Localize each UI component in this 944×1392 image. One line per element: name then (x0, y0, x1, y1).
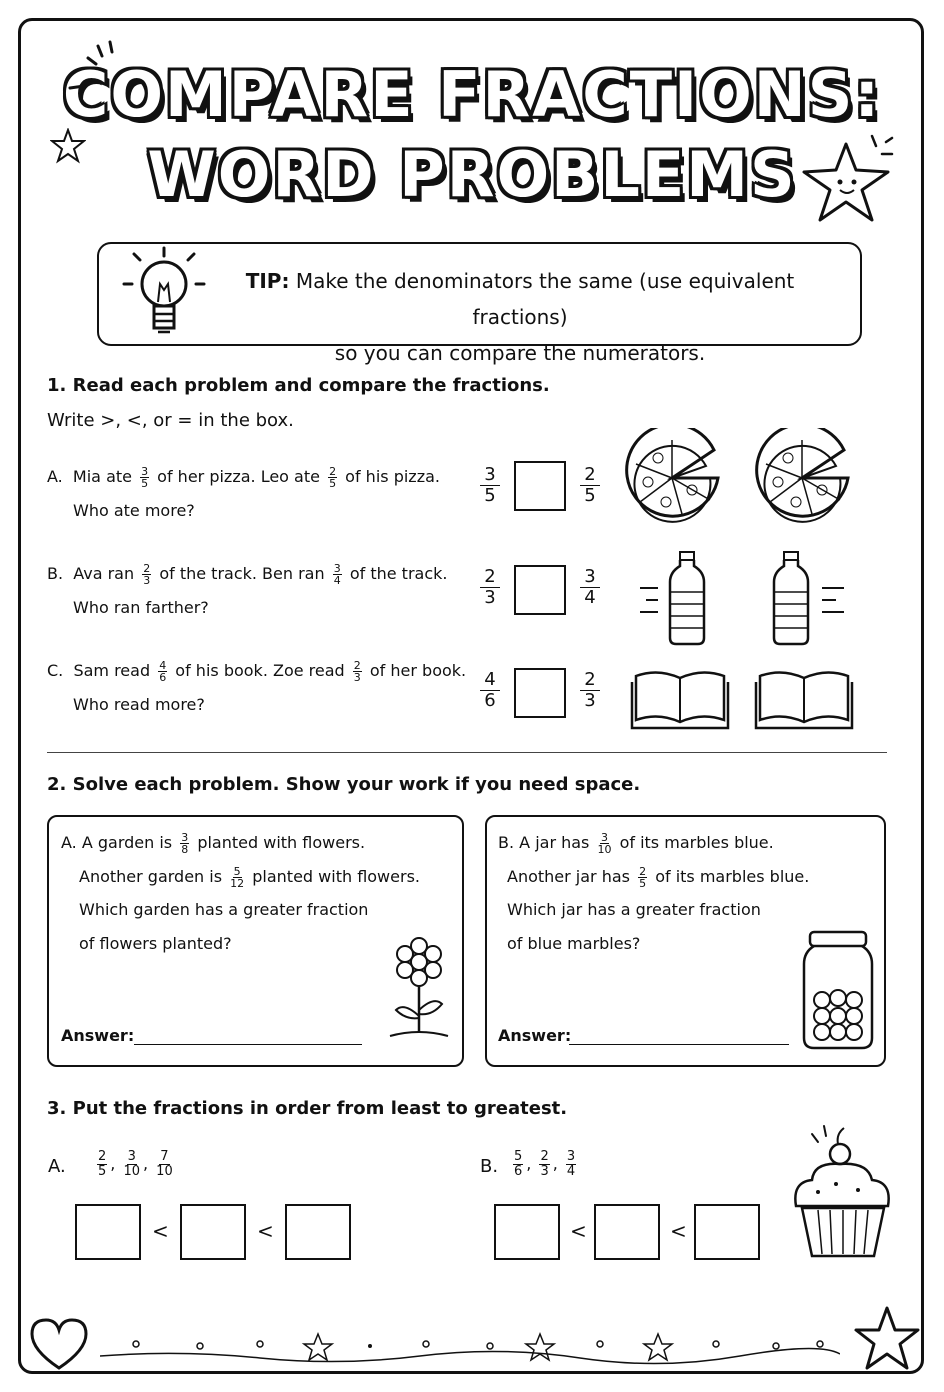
star-icon (852, 1304, 922, 1374)
tip-line-2: so you can compare the numerators. (334, 341, 706, 365)
numerator: 2 (580, 670, 600, 691)
cupcake-icon (788, 1122, 898, 1262)
fraction (97, 1150, 107, 1179)
book-icon (754, 668, 854, 732)
light-bulb-icon (116, 244, 212, 344)
problem-3b-letter: B. (480, 1156, 499, 1177)
problem-text: of his pizza. (345, 467, 440, 486)
denominator: 5 (639, 877, 647, 890)
problem-2a-line-3: Which garden has a greater fraction (79, 900, 369, 919)
problem-2b-line-4: of blue marbles? (507, 934, 641, 953)
problem-2b-line-3: Which jar has a greater fraction (507, 900, 761, 919)
numerator: 5 (233, 865, 241, 878)
compare-left-fraction (478, 567, 502, 608)
denominator: 3 (143, 574, 151, 587)
denominator: 8 (181, 843, 189, 856)
denominator: 10 (597, 843, 612, 856)
problem-3b-fractions: $\frac{5}{6}$ , $\frac{2}{3}$ , $\frac{3}{4}$ (514, 1149, 576, 1179)
numerator: 3 (566, 1149, 576, 1164)
problem-text: of his book. Zoe read (175, 661, 345, 680)
fraction (180, 832, 189, 855)
compare-answer-box[interactable] (514, 668, 566, 718)
numerator: 2 (540, 1149, 549, 1164)
fraction (333, 563, 342, 586)
order-answer-box[interactable] (285, 1204, 351, 1260)
numerator: 3 (127, 1149, 136, 1164)
problem-1c-question: Who read more? (73, 695, 205, 714)
pizza-icon (622, 428, 722, 528)
section-divider (47, 752, 887, 753)
less-than-sign: < (670, 1219, 687, 1243)
problem-letter: A. (47, 467, 63, 486)
problem-2b-line-2 (507, 866, 809, 889)
numerator: 3 (600, 831, 608, 844)
fraction (353, 660, 362, 683)
denominator: 6 (159, 671, 167, 684)
problem-1b-text (47, 563, 447, 586)
denominator: 5 (98, 1164, 107, 1179)
problem-2a-line-4: of flowers planted? (79, 934, 232, 953)
denominator: 10 (156, 1164, 173, 1179)
denominator: 5 (329, 477, 337, 490)
denominator: 5 (484, 485, 496, 506)
problem-2a-line-2 (79, 866, 420, 889)
problem-text: Another garden is (79, 867, 223, 886)
section-1-heading: 1. Read each problem and compare the fractions. (47, 375, 550, 396)
tip-text (200, 263, 840, 371)
denominator: 5 (141, 477, 149, 490)
problem-text: Mia ate (72, 467, 132, 486)
problem-1c-text (47, 660, 466, 683)
problem-text: Ava ran (73, 564, 135, 583)
fraction (156, 1150, 173, 1179)
numerator: 7 (160, 1149, 169, 1164)
compare-left-fraction (478, 670, 502, 711)
numerator: 3 (141, 465, 149, 478)
problem-3a-letter: A. (48, 1156, 66, 1177)
numerator: 5 (514, 1149, 523, 1164)
heart-icon (28, 1316, 90, 1372)
denominator: 6 (514, 1164, 523, 1179)
problem-text: of her book. (369, 661, 467, 680)
numerator: 2 (98, 1149, 107, 1164)
water-bottle-icon (760, 548, 850, 648)
fraction (638, 866, 647, 889)
numerator: 2 (639, 865, 647, 878)
numerator: 2 (580, 465, 600, 486)
numerator: 4 (480, 670, 500, 691)
fraction (566, 1150, 576, 1179)
problem-text: of her pizza. Leo ate (157, 467, 320, 486)
numerator: 4 (159, 659, 167, 672)
fraction (140, 466, 149, 489)
problem-letter: B. (498, 833, 515, 852)
answer-label: Answer: (498, 1026, 572, 1045)
answer-line[interactable] (134, 1044, 362, 1045)
pizza-icon (752, 428, 852, 528)
section-2-heading: 2. Solve each problem. Show your work if you need space. (47, 774, 641, 795)
problem-text: of its marbles blue. (619, 833, 774, 852)
compare-right-fraction (578, 567, 602, 608)
order-answer-box[interactable] (694, 1204, 760, 1260)
problem-text: of the track. Ben ran (159, 564, 325, 583)
fraction (597, 832, 611, 855)
denominator: 4 (333, 574, 341, 587)
numerator: 3 (181, 831, 189, 844)
title-line-2: WORD PROBLEMS (147, 138, 797, 211)
numerator: 3 (480, 465, 500, 486)
fraction (539, 1150, 549, 1179)
tip-label: TIP: (245, 269, 290, 293)
fraction (123, 1150, 140, 1179)
sparkle-lines-icon (62, 36, 122, 106)
problem-letter: A. (61, 833, 77, 852)
order-answer-box[interactable] (594, 1204, 660, 1260)
title-line-1: COMPARE FRACTIONS: (62, 58, 882, 131)
flower-icon (384, 932, 454, 1044)
fraction (142, 563, 151, 586)
fraction (158, 660, 167, 683)
numerator: 2 (480, 567, 500, 588)
compare-right-fraction (578, 670, 602, 711)
water-bottle-icon (636, 548, 716, 648)
less-than-sign: < (570, 1219, 587, 1243)
doodle-border-icon (100, 1330, 840, 1366)
denominator: 3 (353, 671, 361, 684)
book-icon (630, 668, 730, 732)
compare-answer-box[interactable] (514, 461, 566, 511)
numerator: 3 (580, 567, 600, 588)
section-3-heading: 3. Put the fractions in order from least to greatest. (47, 1098, 568, 1119)
problem-text: planted with flowers. (197, 833, 366, 852)
answer-label: Answer: (61, 1026, 135, 1045)
problem-1a-text (47, 466, 440, 489)
less-than-sign: < (257, 1219, 274, 1243)
marble-jar-icon (800, 928, 876, 1052)
problem-1a-question: Who ate more? (73, 501, 195, 520)
problem-text: of its marbles blue. (655, 867, 810, 886)
numerator: 2 (143, 562, 151, 575)
problem-letter: C. (47, 661, 64, 680)
problem-text: A garden is (81, 833, 173, 852)
star-icon (50, 128, 86, 164)
problem-letter: B. (47, 564, 64, 583)
denominator: 3 (540, 1164, 549, 1179)
order-answer-box[interactable] (180, 1204, 246, 1260)
compare-answer-box[interactable] (514, 565, 566, 615)
denominator: 5 (584, 485, 596, 506)
problem-2a-line-1 (61, 832, 365, 855)
numerator: 3 (333, 562, 341, 575)
tip-line-1: Make the denominators the same (use equivalent fractions) (295, 269, 795, 329)
problem-text: planted with flowers. (252, 867, 420, 886)
denominator: 6 (484, 690, 496, 711)
less-than-sign: < (152, 1219, 169, 1243)
compare-left-fraction (478, 465, 502, 506)
fraction (328, 466, 337, 489)
problem-text: Sam read (73, 661, 151, 680)
problem-text: Another jar has (507, 867, 630, 886)
fraction (230, 866, 244, 889)
denominator: 12 (230, 877, 245, 890)
denominator: 10 (123, 1164, 140, 1179)
problem-1b-question: Who ran farther? (73, 598, 209, 617)
sparkle-lines-icon (866, 132, 896, 162)
denominator: 3 (484, 587, 496, 608)
denominator: 3 (584, 690, 596, 711)
answer-line[interactable] (569, 1044, 789, 1045)
section-1-instruction: Write >, <, or = in the box. (47, 410, 294, 431)
order-answer-box[interactable] (494, 1204, 560, 1260)
problem-text: A jar has (519, 833, 590, 852)
problem-3a-fractions: $\frac{2}{5}$ , $\frac{3}{10}$ , $\frac{7}{10}$ (98, 1149, 173, 1179)
order-answer-box[interactable] (75, 1204, 141, 1260)
denominator: 4 (566, 1164, 576, 1179)
compare-right-fraction (578, 465, 602, 506)
fraction (513, 1150, 523, 1179)
denominator: 4 (584, 587, 596, 608)
problem-text: of the track. (349, 564, 448, 583)
numerator: 2 (353, 659, 361, 672)
numerator: 2 (329, 465, 337, 478)
problem-2b-line-1 (498, 832, 774, 855)
